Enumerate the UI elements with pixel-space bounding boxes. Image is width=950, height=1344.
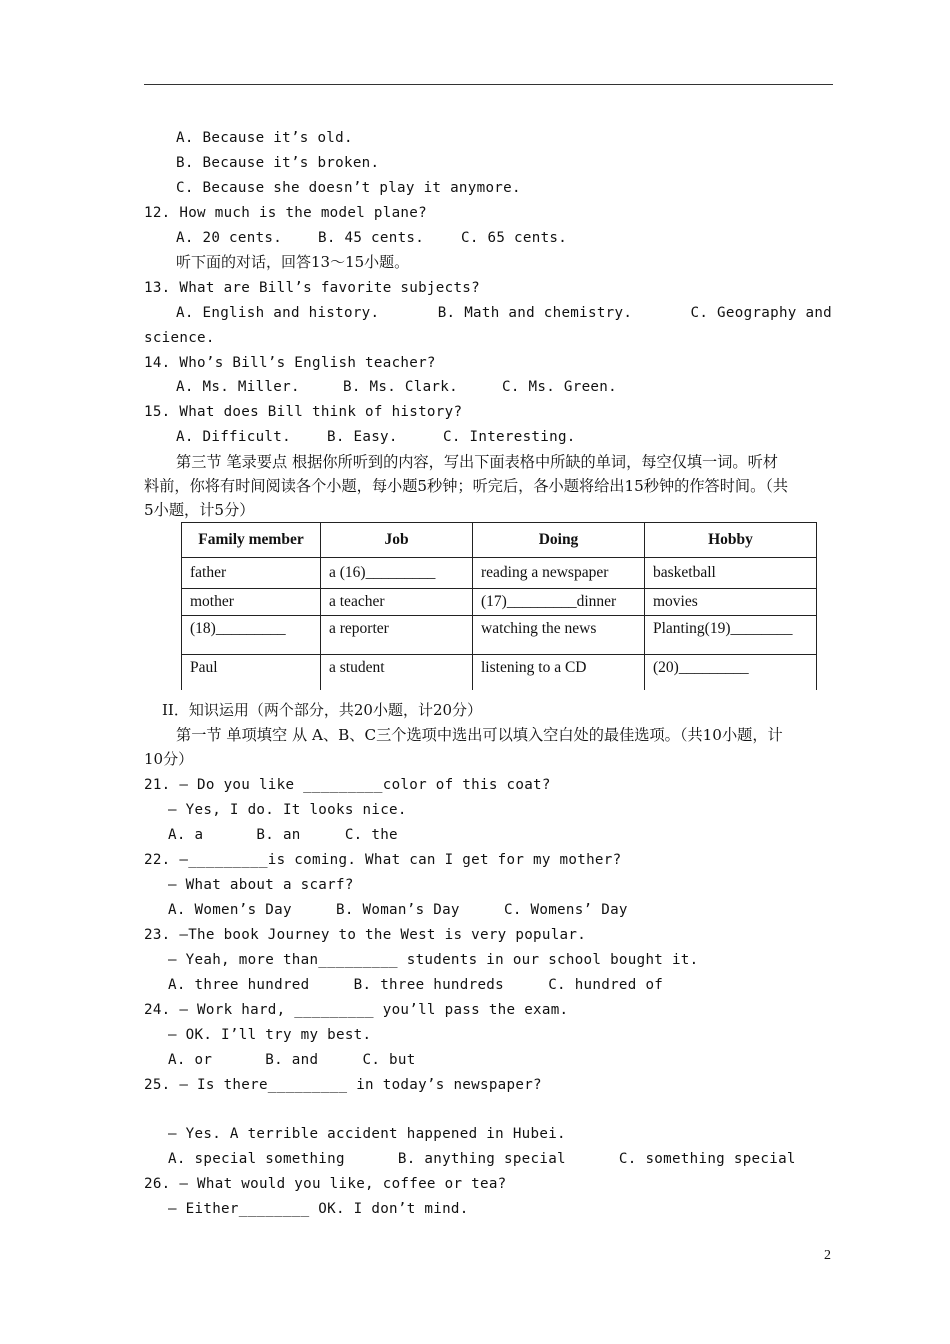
section3-instruction-line2: 料前，你将有时间阅读各个小题，每小题5秒钟；听完后，各小题将给出15秒钟的作答时间。（共	[144, 477, 789, 495]
q15-option-c: C. Interesting.	[443, 429, 576, 445]
section3-instruction-line1: 第三节 笔录要点 根据你所听到的内容，写出下面表格中所缺的单词，每空仅填一词。听材	[176, 453, 778, 471]
table-cell: watching the news	[473, 616, 645, 655]
q13-options	[176, 303, 832, 323]
table-row	[182, 616, 817, 655]
table-cell: a student	[321, 655, 473, 690]
q23-question: 23. —The book Journey to the West is very popular.	[144, 927, 587, 943]
q21-answer: — Yes, I do. It looks nice.	[168, 802, 407, 818]
section3-instruction-line3: 5小题，计5分）	[144, 501, 255, 519]
q21-options: A. a B. an C. the	[168, 827, 398, 843]
note-taking-table	[181, 522, 817, 690]
table-cell: (20)_________	[645, 655, 817, 690]
q13-option-a: A. English and history.	[176, 305, 380, 321]
q25-question: 25. — Is there_________ in today’s newspaper?	[144, 1077, 542, 1093]
table-cell: Planting(19)________	[645, 616, 817, 655]
q22-question: 22. —_________is coming. What can I get for my mother?	[144, 852, 622, 868]
header-rule	[144, 84, 833, 85]
q15-question: 15. What does Bill think of history?	[144, 404, 463, 420]
q24-answer: — OK. I’ll try my best.	[168, 1027, 372, 1043]
q24-question: 24. — Work hard, _________ you’ll pass the exam.	[144, 1002, 569, 1018]
table-cell: reading a newspaper	[473, 558, 645, 589]
q23-answer: — Yeah, more than_________ students in our school bought it.	[168, 952, 699, 968]
q14-option-b: B. Ms. Clark.	[343, 379, 458, 395]
table-header-row	[182, 523, 817, 558]
q25-answer: — Yes. A terrible accident happened in Hubei.	[168, 1126, 566, 1142]
table-cell: basketball	[645, 558, 817, 589]
table-header-hobby: Hobby	[645, 523, 817, 558]
table-cell: a (16)_________	[321, 558, 473, 589]
q14-question: 14. Who’s Bill’s English teacher?	[144, 355, 436, 371]
part2-section1-instruction-line1: 第一节 单项填空 从 A、B、C三个选项中选出可以填入空白处的最佳选项。（共10小题，计	[176, 726, 783, 744]
q13-option-c-continued: science.	[144, 330, 215, 346]
q12-option-c: C. 65 cents.	[461, 230, 568, 246]
table-cell: listening to a CD	[473, 655, 645, 690]
table-header-doing: Doing	[473, 523, 645, 558]
q14-option-a: A. Ms. Miller.	[176, 379, 300, 395]
dialog-instruction: 听下面的对话，回答13～15小题。	[176, 253, 410, 271]
q26-question: 26. — What would you like, coffee or tea?	[144, 1176, 507, 1192]
table-row	[182, 655, 817, 690]
table-row	[182, 558, 817, 589]
q24-options: A. or B. and C. but	[168, 1052, 416, 1068]
q14-option-c: C. Ms. Green.	[502, 379, 617, 395]
part2-section1-instruction-line2: 10分）	[144, 750, 194, 768]
q15-option-b: B. Easy.	[327, 429, 398, 445]
q12-question: 12. How much is the model plane?	[144, 205, 427, 221]
q21-question: 21. — Do you like _________color of this coat?	[144, 777, 551, 793]
table-cell: mother	[182, 589, 321, 616]
q22-answer: — What about a scarf?	[168, 877, 354, 893]
q15-option-a: A. Difficult.	[176, 429, 291, 445]
table-cell: movies	[645, 589, 817, 616]
q13-question: 13. What are Bill’s favorite subjects?	[144, 280, 480, 296]
q12-option-b: B. 45 cents.	[318, 230, 425, 246]
table-header-family-member: Family member	[182, 523, 321, 558]
q23-options: A. three hundred B. three hundreds C. hundred of	[168, 977, 664, 993]
table-cell: (17)_________dinner	[473, 589, 645, 616]
q12-option-a: A. 20 cents.	[176, 230, 283, 246]
table-cell: a reporter	[321, 616, 473, 655]
table-cell: a teacher	[321, 589, 473, 616]
table-header-job: Job	[321, 523, 473, 558]
table-row	[182, 589, 817, 616]
q25-options: A. special something B. anything special C. something special	[168, 1151, 796, 1167]
table-cell: Paul	[182, 655, 321, 690]
part2-title: II．知识运用（两个部分，共20小题，计20分）	[162, 701, 483, 719]
q26-answer: — Either________ OK. I don’t mind.	[168, 1201, 469, 1217]
q11-option-c: C. Because she doesn’t play it anymore.	[176, 180, 521, 196]
q11-option-a: A. Because it’s old.	[176, 130, 353, 146]
q13-option-b: B. Math and chemistry.	[437, 305, 633, 321]
q11-option-b: B. Because it’s broken.	[176, 155, 380, 171]
page-number: 2	[824, 1248, 831, 1263]
q13-option-c: C. Geography and	[690, 305, 832, 321]
q22-options: A. Women’s Day B. Woman’s Day C. Womens’ Day	[168, 902, 628, 918]
table-cell: (18)_________	[182, 616, 321, 655]
table-cell: father	[182, 558, 321, 589]
